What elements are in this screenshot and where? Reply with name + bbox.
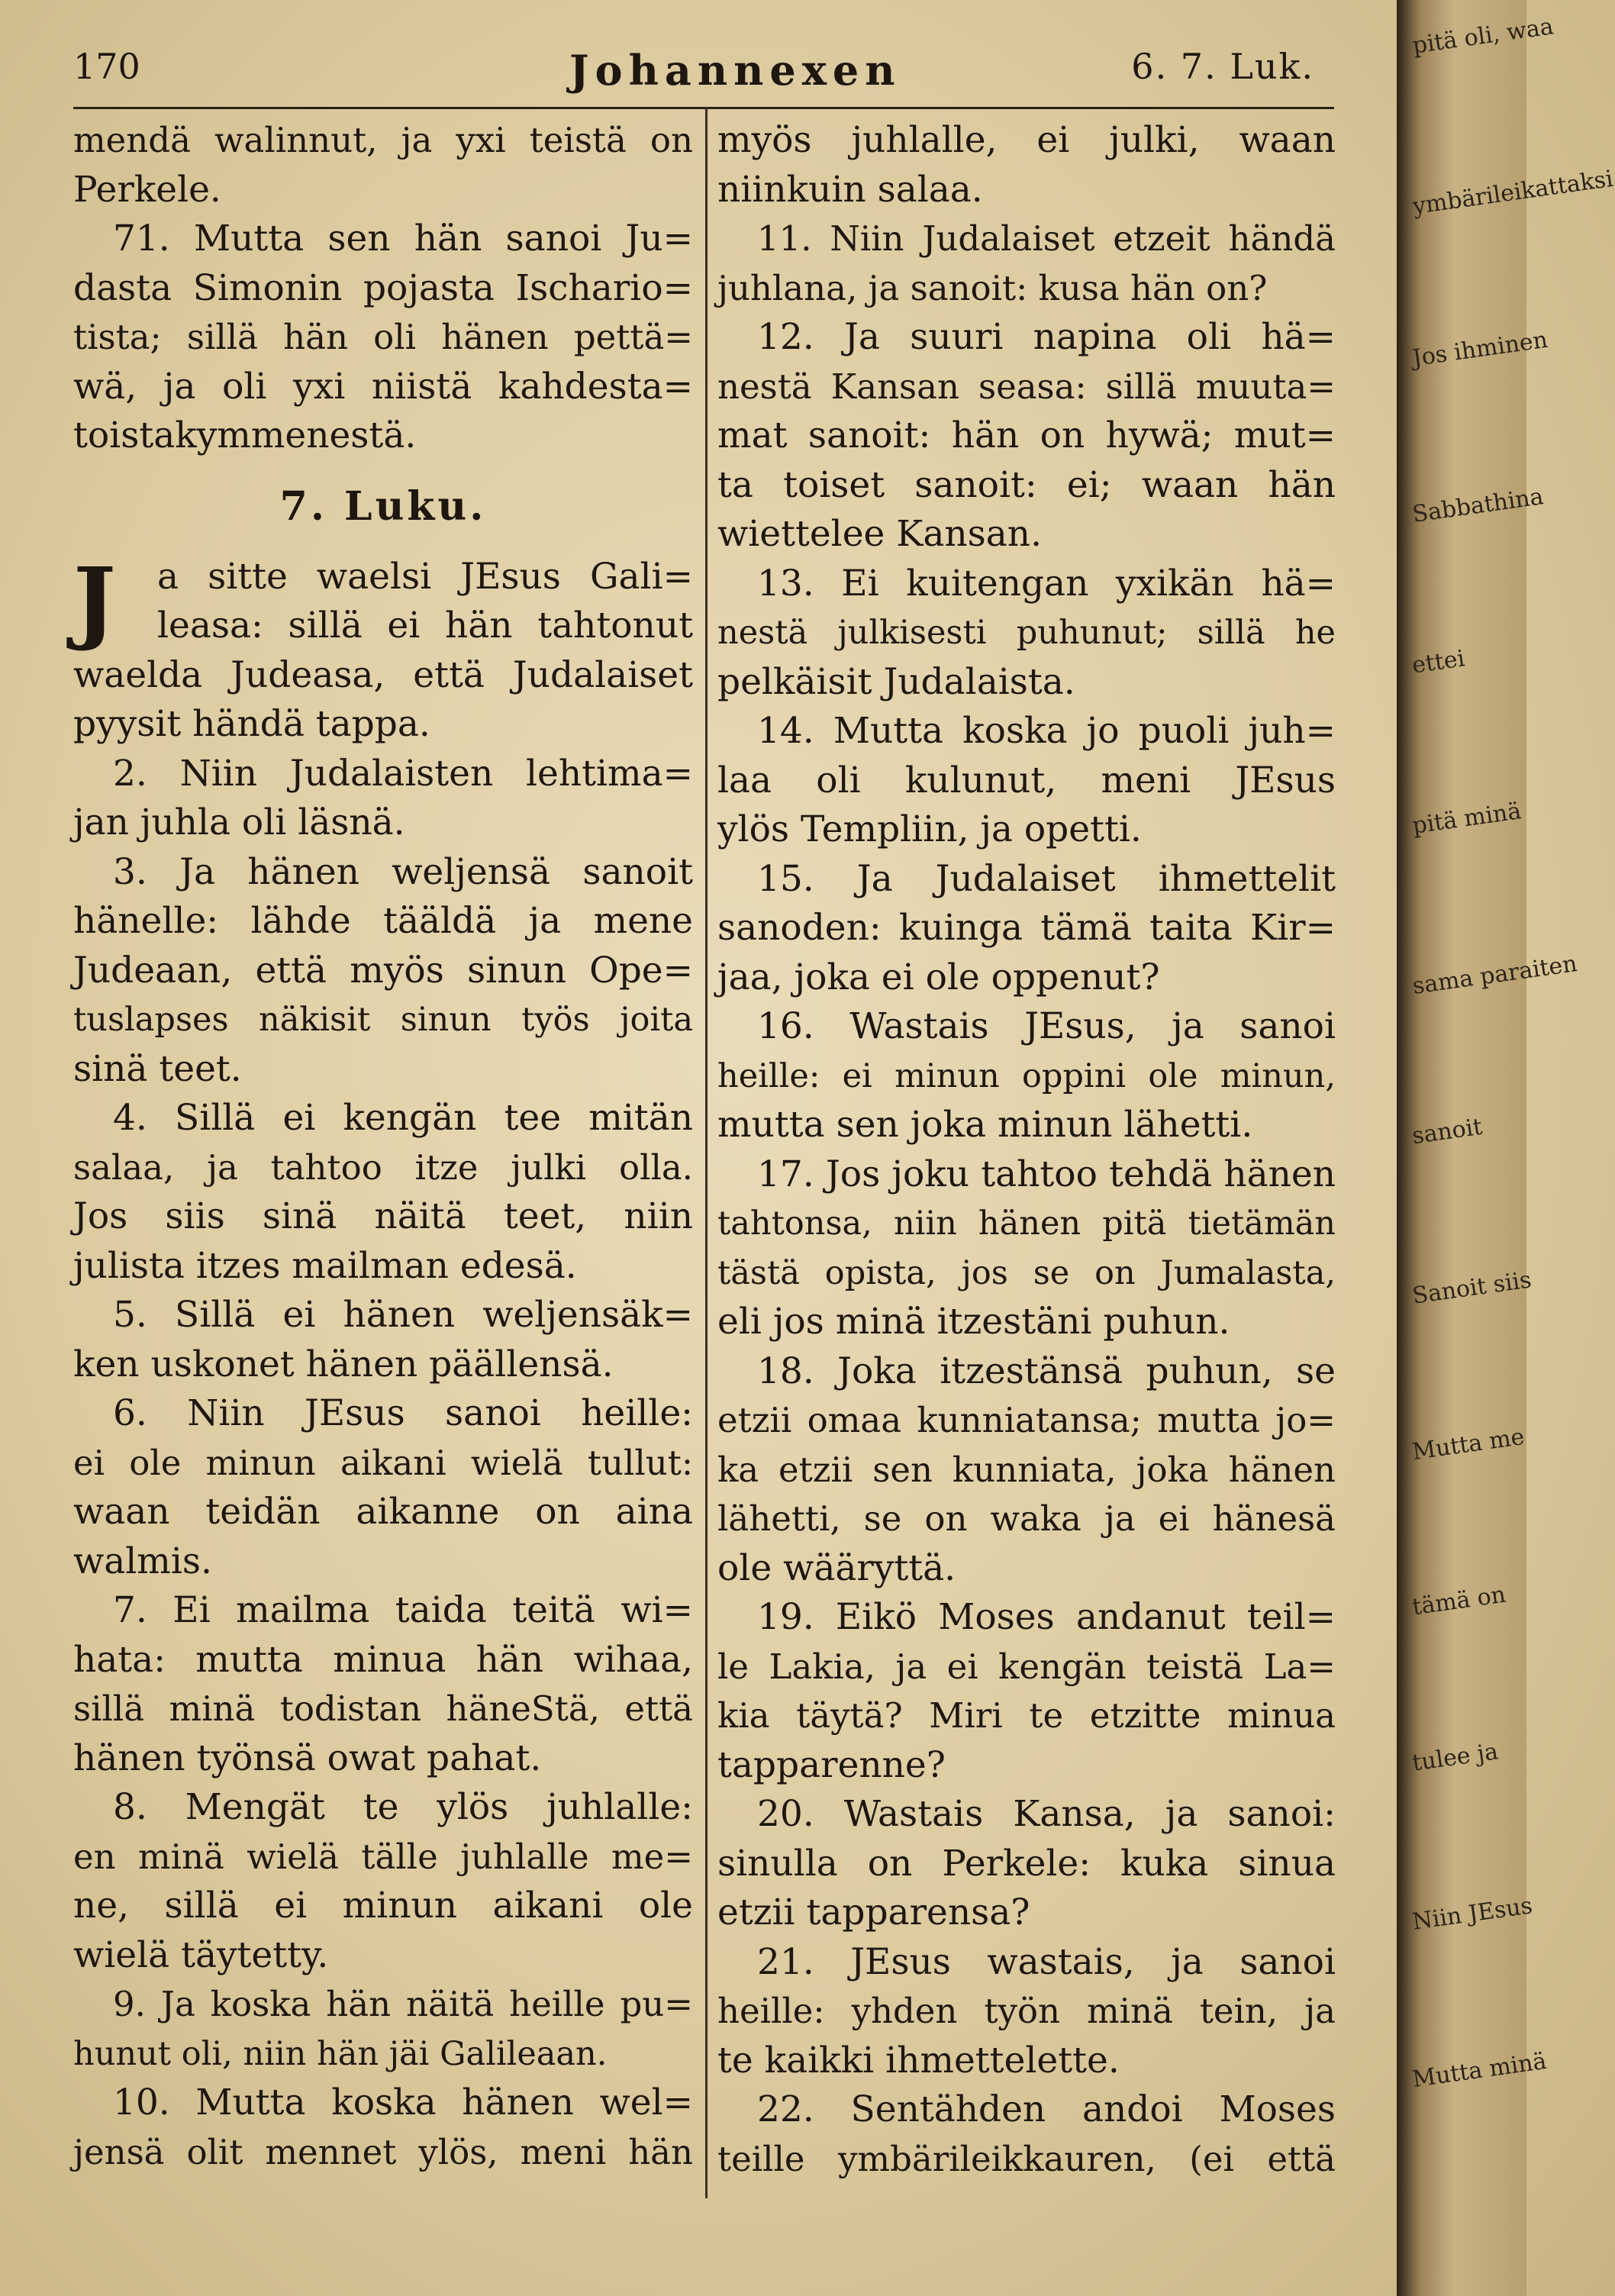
text-line: etzii omaa kunniatansa; mutta jo= [717,1400,1336,1440]
text-line: ole wääryttä. [717,1546,956,1589]
text-line: Judeaan, että myös sinun Ope= [73,949,693,992]
text-line: 20. Wastais Kansa, ja sanoi: [757,1793,1336,1835]
text-line: tuslapses näkisit sinun työs joita [73,1001,693,1039]
text-line: mendä walinnut, ja yxi teistä on [73,120,693,160]
text-line: laa oli kulunut, meni JEsus [717,759,1336,801]
text-line: 11. Niin Judalaiset etzeit händä [757,218,1336,259]
text-line: 16. Wastais JEsus, ja sanoi [757,1005,1336,1047]
text-line: ne, sillä ei minun aikani ole [73,1885,693,1927]
margin-fragment: tulee ja [1410,1738,1501,1777]
text-line: hänen työnsä owat pahat. [73,1737,542,1779]
text-line: le Lakia, ja ei kengän teistä La= [717,1646,1336,1687]
text-line: pyysit händä tappa. [73,703,430,745]
column-divider [705,107,708,2198]
text-line: teille ymbärileikkauren, (ei että [717,2138,1336,2179]
margin-fragment: Sanoit siis [1410,1266,1533,1310]
text-line: walmis. [73,1540,212,1582]
text-line: sillä minä todistan häneStä, että [73,1688,693,1729]
running-header [73,46,1334,109]
text-line: kia täytä? Miri te etzitte minua [717,1695,1336,1736]
text-line: 6. Niin JEsus sanoi heille: [113,1392,693,1434]
text-line: wiettelee Kansan. [717,513,1043,555]
right-column [717,116,1336,2184]
text-line: pelkäisit Judalaista. [717,660,1075,703]
book-title: Johannexen [569,46,901,95]
text-line: sinä teet. [73,1047,242,1090]
chapter-heading: 7. Luku. [279,482,487,530]
text-line: leasa: sillä ei hän tahtonut [157,605,693,647]
text-line: a sitte waelsi JEsus Gali= [157,555,693,598]
margin-fragment: Niin JEsus [1410,1892,1535,1936]
text-line: Perkele. [73,168,221,211]
text-line: tästä opista, jos se on Jumalasta, [717,1253,1336,1292]
text-line: 7. Ei mailma taida teitä wi= [113,1589,693,1631]
text-line: ei ole minun aikani wielä tullut: [73,1442,693,1483]
text-line: Jos siis sinä näitä teet, niin [73,1195,693,1237]
text-line: wielä täytetty. [73,1933,329,1976]
text-line: waan teidän aikanne on aina [73,1491,693,1533]
margin-fragment: pitä minä [1410,798,1523,840]
text-line: 4. Sillä ei kengän tee mitän [113,1097,693,1139]
text-line: sinulla on Perkele: kuka sinua [717,1842,1336,1885]
text-line: nestä Kansan seasa: sillä muuta= [717,366,1336,407]
text-line: 22. Sentähden andoi Moses [757,2088,1336,2130]
margin-fragment: pitä oli, waa [1410,13,1555,60]
text-line: 19. Eikö Moses andanut teil= [757,1596,1336,1638]
page-number: 170 [73,46,140,87]
text-line: 8. Mengät te ylös juhlalle: [113,1786,693,1828]
text-line: jensä olit mennet ylös, meni hän [73,2131,693,2172]
text-line: niinkuin salaa. [717,168,983,211]
text-line: sanoden: kuinga tämä taita Kir= [717,907,1336,949]
margin-fragment: Mutta minä [1410,2047,1549,2094]
text-line: lähetti, se on waka ja ei hänesä [717,1498,1336,1539]
text-line: 10. Mutta koska hänen wel= [113,2082,693,2123]
text-line: ta toiset sanoit: ei; waan hän [717,463,1336,506]
text-line: en minä wielä tälle juhlalle me= [73,1836,693,1877]
text-line: 2. Niin Judalaisten lehtima= [113,752,693,795]
text-line: heille: ei minun oppini ole minun, [717,1056,1336,1095]
text-line: 13. Ei kuitengan yxikän hä= [757,562,1336,605]
text-line: 5. Sillä ei hänen weljensäk= [113,1294,693,1336]
text-line: hunut oli, niin hän jäi Galileaan. [73,2034,608,2073]
text-line: 9. Ja koska hän näitä heille pu= [113,1984,693,2024]
text-line: waelda Judeasa, että Judalaiset [73,653,693,696]
text-line: julista itzes mailman edesä. [73,1244,577,1287]
margin-fragment: ettei [1410,645,1467,679]
text-line: jaa, joka ei ole oppenut? [717,956,1160,998]
text-line: ken uskonet hänen päällensä. [73,1343,614,1385]
chapter-range: 6. 7. Luk. [1131,46,1314,87]
text-line: tahtonsa, niin hänen pitä tietämän [717,1204,1336,1243]
left-column [73,116,693,2177]
text-line: eli jos minä itzestäni puhun. [717,1301,1230,1343]
text-line: hänelle: lähde tääldä ja mene [73,900,693,942]
text-line: myös juhlalle, ei julki, waan [717,119,1336,161]
text-line: 71. Mutta sen hän sanoi Ju= [113,218,693,260]
margin-fragment: Mutta me [1410,1423,1526,1466]
margin-fragment: tämä on [1410,1581,1508,1621]
text-line: toistakymmenestä. [73,414,417,456]
text-line: te kaikki ihmettelette. [717,2039,1120,2082]
chapter-opening [73,547,693,2178]
text-line: 18. Joka itzestänsä puhun, se [757,1350,1336,1392]
text-line: ylös Templiin, ja opetti. [717,808,1142,850]
text-line: etzii tapparensa? [717,1891,1030,1933]
text-line: juhlana, ja sanoit: kusa hän on? [717,267,1268,308]
text-line: tapparenne? [717,1743,946,1786]
text-line: 15. Ja Judalaiset ihmettelit [757,857,1336,900]
text-line: 21. JEsus wastais, ja sanoi [757,1940,1336,1983]
text-line: salaa, ja tahtoo itze julki olla. [73,1146,693,1188]
text-line: 12. Ja suuri napina oli hä= [757,316,1336,358]
text-line: ka etzii sen kunniata, joka hänen [717,1449,1336,1490]
text-line: nestä julkisesti puhunut; sillä he [717,614,1336,652]
text-line: dasta Simonin pojasta Ischario= [73,266,693,309]
text-line: tista; sillä hän oli hänen pettä= [73,317,693,357]
margin-fragment: ymbärileikattaksi [1410,165,1615,221]
text-line: heille: yhden työn minä tein, ja [717,1991,1336,2031]
text-line: wä, ja oli yxi niistä kahdesta= [73,365,693,408]
margin-fragment: sama paraiten [1410,950,1579,1000]
text-line: 3. Ja hänen weljensä sanoit [113,850,693,893]
adjacent-page-edge [1397,0,1615,2296]
text-line: 14. Mutta koska jo puoli juh= [757,710,1336,752]
margin-fragment: sanoit [1410,1113,1484,1150]
drop-cap: J [73,547,116,653]
margin-fragment: Sabbathina [1410,483,1546,528]
text-line: mat sanoit: hän on hywä; mut= [717,414,1336,456]
text-line: mutta sen joka minun lähetti. [717,1104,1253,1146]
margin-fragment: Jos ihminen [1410,326,1549,372]
text-line: jan juhla oli läsnä. [73,801,405,843]
text-line: 17. Jos joku tahtoo tehdä hänen [757,1153,1336,1195]
text-line: hata: mutta minua hän wihaa, [73,1638,693,1681]
